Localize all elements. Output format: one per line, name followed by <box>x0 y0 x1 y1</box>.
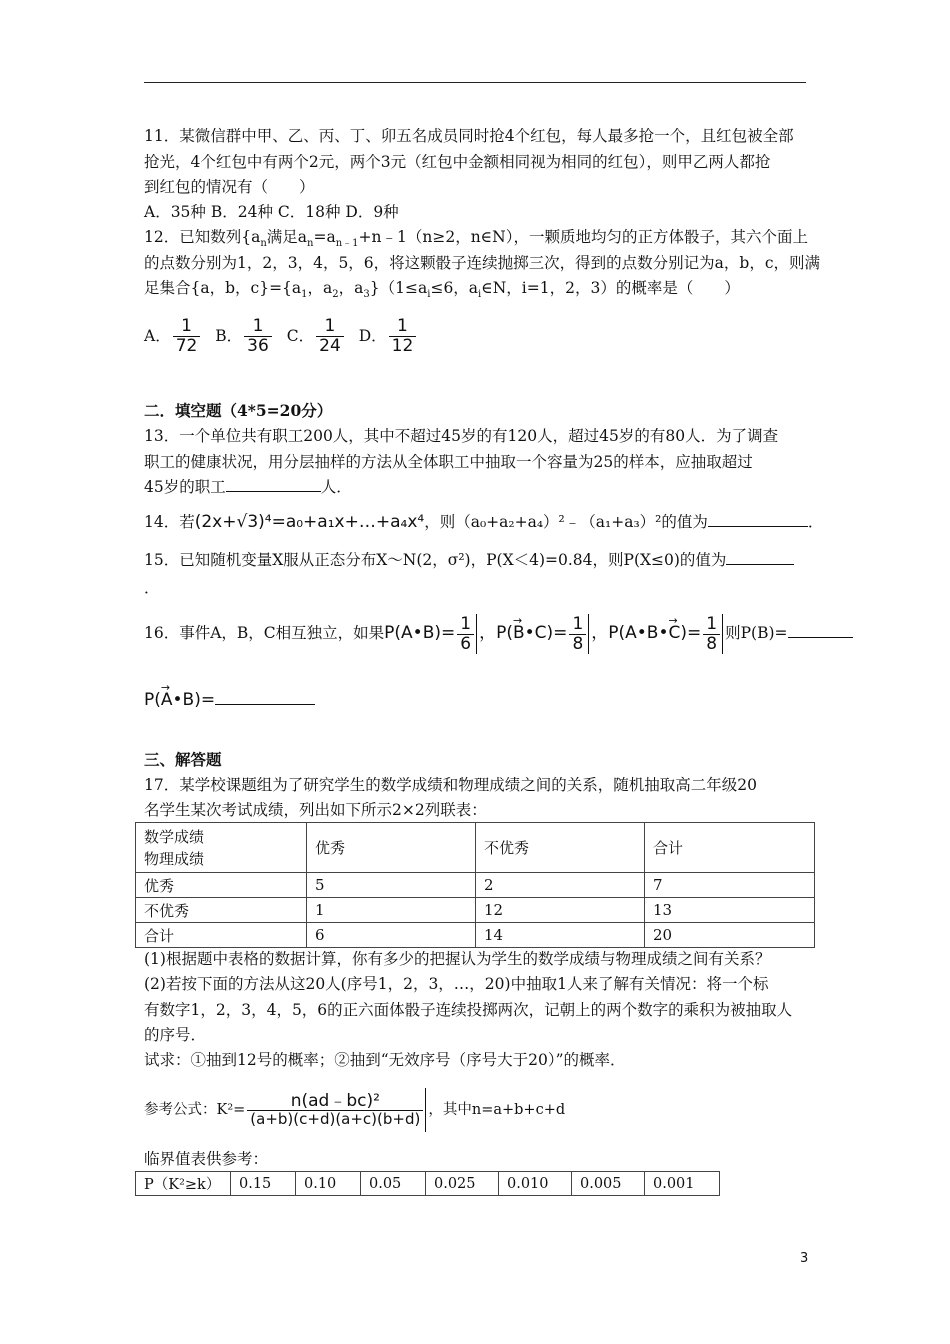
table-header: 不优秀 <box>476 823 645 873</box>
q11-line2: 抢光，4个红包中有两个2元，两个3元（红包中金额相同视为相同的红包），则甲乙两人都抢 <box>144 153 771 171</box>
q16-pab-blank <box>215 690 315 705</box>
q17-line2: 名学生某次考试成绩，列出如下所示2×2列联表： <box>144 801 487 819</box>
table-cell: 优秀 <box>136 873 307 898</box>
q16-line2: P(→ A•B)= <box>144 690 315 710</box>
page-number: 3 <box>800 1251 809 1266</box>
section2-heading: 二．填空题（4*5=20分） <box>144 401 333 420</box>
critical-label: 临界值表供参考： <box>144 1150 269 1168</box>
q16-line1: 16．事件A，B，C相互独立，如果P(A•B)= $\frac{1}{6}$ ，P(→ B•C)= $\frac{1}{8}$ ，P(A•B•→ C)= $\frac{1}{8}$ 则P(B)= <box>144 612 853 654</box>
q17-part3: 试求：①抽到12号的概率；②抽到“无效序号（序号大于20）”的概率． <box>144 1051 626 1069</box>
q13-line1: 13．一个单位共有职工200人，其中不超过45岁的有120人，超过45岁的有80人．为了调查 <box>144 427 779 445</box>
q12-line2: 的点数分别为1，2，3，4，5，6，将这颗骰子连续抛掷三次，得到的点数分别记为a，b，c，则满 <box>144 254 821 272</box>
q17-part2-line2: 有数字1，2，3，4，5，6的正六面体骰子连续投掷两次，记朝上的两个数字的乘积为被抽取人 <box>144 1001 793 1019</box>
q15-answer-blank <box>726 550 794 565</box>
table-header: 优秀 <box>307 823 476 873</box>
q11-line1: 11．某微信群中甲、乙、丙、丁、卯五名成员同时抢4个红包，每人最多抢一个，且红包被全部 <box>144 127 794 145</box>
table-corner: 数学成绩 物理成绩 <box>136 823 307 873</box>
q12-line3: 足集合{a，b，$c\}=\{a_1$，$a_2$，$a_3\}(1\le a_i\le 6$，$a_i\in N$，i=1，2，3）的概率是（ ） <box>144 279 740 301</box>
table-cell: 0.10 <box>296 1172 361 1196</box>
table-cell: 0.15 <box>231 1172 296 1196</box>
section3-heading: 三、解答题 <box>144 750 222 769</box>
table-row <box>136 923 815 948</box>
q12-option-a: A． $\frac{1}{72}$ <box>144 316 202 356</box>
q16-pb-blank <box>788 623 853 638</box>
table-cell: 0.001 <box>645 1172 720 1196</box>
q15-line1: 15．已知随机变量X服从正态分布X～N(2，σ²)，P(X＜4)=0.84，则P(X≤0)的值为 <box>144 550 794 570</box>
q17-part2-line3: 的序号． <box>144 1026 207 1044</box>
table-cell: 6 <box>307 923 476 948</box>
header-rule <box>144 82 806 83</box>
q14-formula: (2x+√3)⁴=a₀+a₁x+…+a₄x⁴ <box>194 512 425 532</box>
q13-line3: 45岁的职工 人． <box>144 478 352 496</box>
table-cell: 0.005 <box>572 1172 645 1196</box>
q17-line1: 17．某学校课题组为了研究学生的数学成绩和物理成绩之间的关系，随机抽取高二年级20 <box>144 776 757 794</box>
q12-option-d: D． $\frac{1}{12}$ <box>359 316 419 356</box>
table-cell: 20 <box>645 923 815 948</box>
table-cell: P（K²≥k） <box>136 1172 231 1196</box>
table-row <box>136 873 815 898</box>
contingency-table <box>135 822 815 948</box>
q17-part1: (1)根据题中表格的数据计算，你有多少的把握认为学生的数学成绩与物理成绩之间有关系？ <box>144 950 771 968</box>
q12-option-b: B． $\frac{1}{36}$ <box>215 316 274 356</box>
table-cell: 5 <box>307 873 476 898</box>
table-cell: 2 <box>476 873 645 898</box>
q14-line: 14．若(2x+√3)⁴=a₀+a₁x+…+a₄x⁴，则（a₀+a₂+a₄）²﹣（a₁+a₃）²的值为 ． <box>144 512 824 532</box>
table-cell: 不优秀 <box>136 898 307 923</box>
table-cell: 7 <box>645 873 815 898</box>
q13-answer-blank <box>226 477 321 492</box>
q12-line1: 12．已知数列{$a_n$满足$a_n=a_{n﹣1}+n﹣1(n\ge 2$，n∈N），一颗质地均匀的正方体骰子，其六个面上 <box>144 228 808 250</box>
reference-formula: 参考公式：K²= $\frac{\text{n(ad﹣bc)²}}{(a+b)(c+d)(a+c)(b+d)}$ ，其中n=a+b+c+d <box>144 1088 565 1132</box>
table-cell: 0.010 <box>499 1172 572 1196</box>
table-cell: 13 <box>645 898 815 923</box>
q12-options <box>144 316 426 356</box>
q11-options: A．35种 B．24种 C．18种 D．9种 <box>144 203 399 221</box>
q14-answer-blank <box>708 512 808 527</box>
table-cell: 14 <box>476 923 645 948</box>
q12-option-c: C． $\frac{1}{24}$ <box>287 316 346 356</box>
q13-line2: 职工的健康状况，用分层抽样的方法从全体职工中抽取一个容量为25的样本，应抽取超过 <box>144 453 753 471</box>
q15-line2: ． <box>144 579 160 597</box>
table-cell: 0.025 <box>426 1172 499 1196</box>
critical-table <box>135 1171 720 1196</box>
table-row <box>136 898 815 923</box>
table-cell: 合计 <box>136 923 307 948</box>
table-cell: 0.05 <box>361 1172 426 1196</box>
table-cell: 1 <box>307 898 476 923</box>
table-header: 合计 <box>645 823 815 873</box>
q11-line3: 到红包的情况有（ ） <box>144 178 315 196</box>
table-row <box>136 1172 720 1196</box>
table-cell: 12 <box>476 898 645 923</box>
q17-part2-line1: (2)若按下面的方法从这20人(序号1，2，3，…，20)中抽取1人来了解有关情况：将一个标 <box>144 975 769 993</box>
